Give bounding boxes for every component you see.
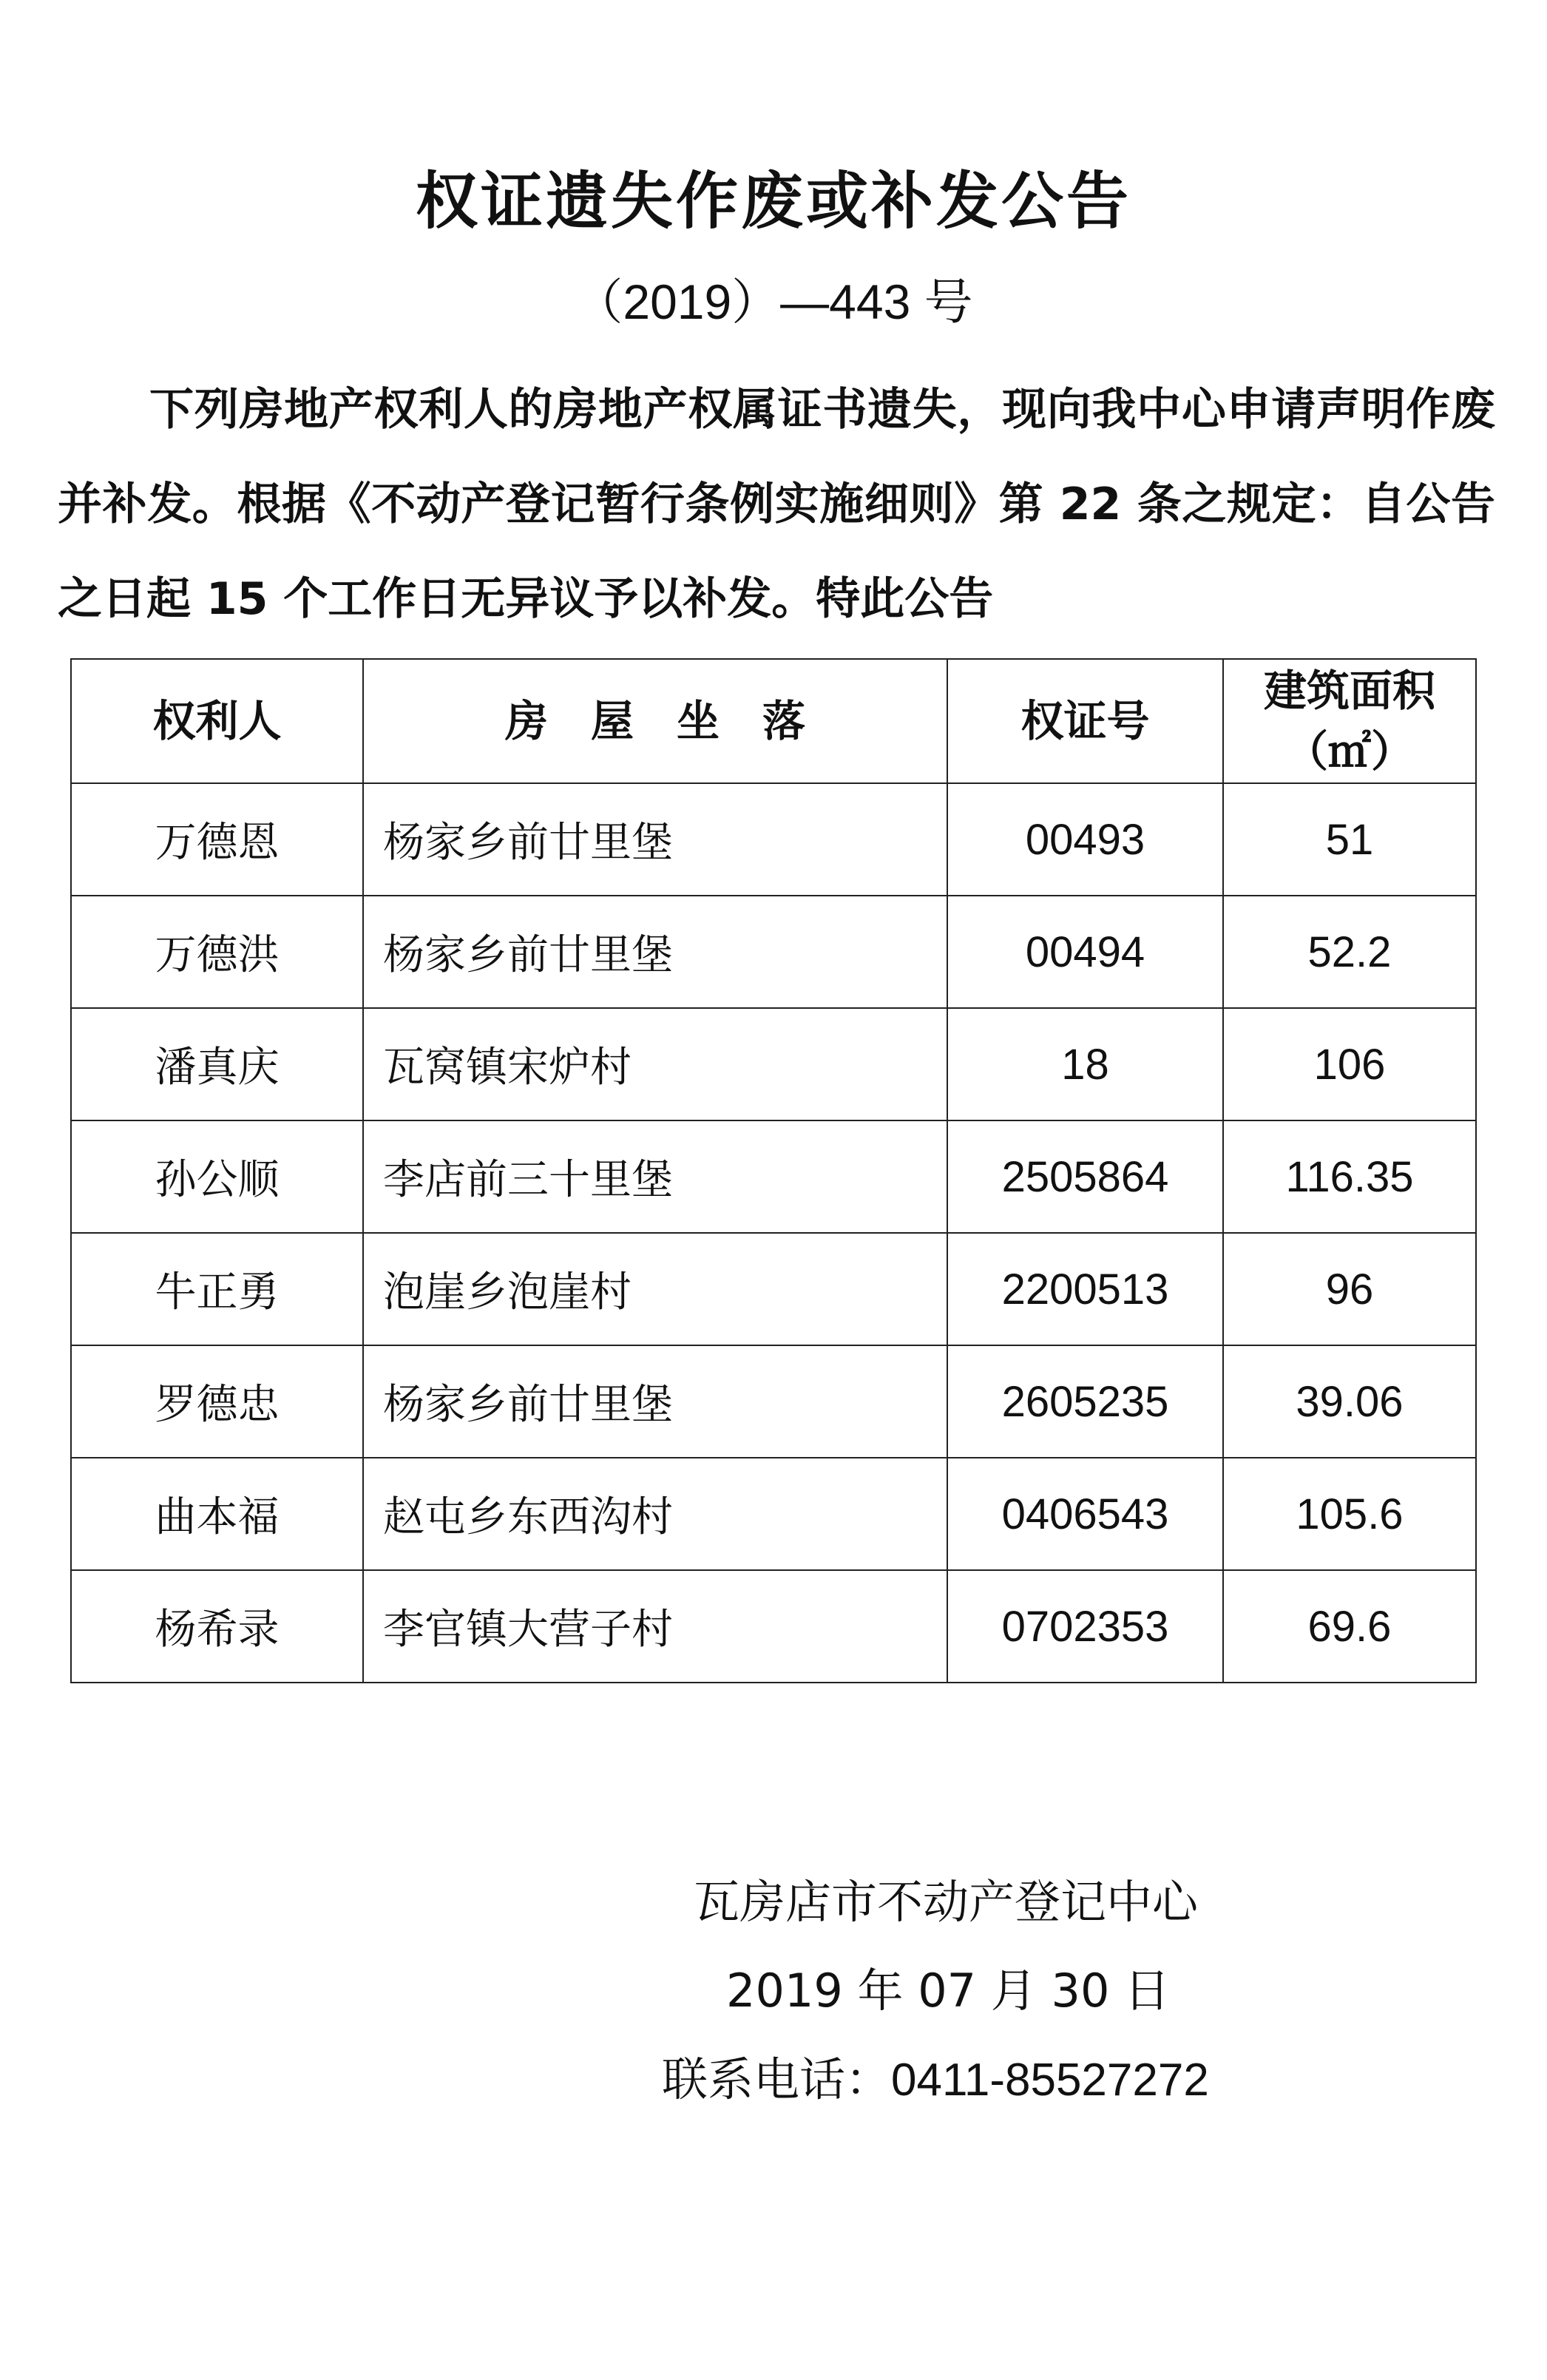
owner-cell: 孙公顺 bbox=[71, 1120, 363, 1233]
owner-cell: 罗德忠 bbox=[71, 1345, 363, 1458]
cert-number-cell: 00494 bbox=[947, 896, 1223, 1008]
contact-phone bbox=[0, 2043, 1547, 2109]
owner-cell: 杨希录 bbox=[71, 1570, 363, 1683]
location-cell: 杨家乡前廿里堡 bbox=[363, 1345, 947, 1458]
cert-number-cell: 00493 bbox=[947, 783, 1223, 896]
location-cell: 赵屯乡东西沟村 bbox=[363, 1458, 947, 1570]
owner-cell: 牛正勇 bbox=[71, 1233, 363, 1345]
area-cell: 96 bbox=[1223, 1233, 1476, 1345]
cert-number-cell: 2505864 bbox=[947, 1120, 1223, 1233]
document-number: （2019）—443 号 bbox=[574, 274, 973, 329]
location-cell: 瓦窝镇宋炉村 bbox=[363, 1008, 947, 1120]
owner-cell: 潘真庆 bbox=[71, 1008, 363, 1120]
lost-certificate-table bbox=[70, 658, 1477, 1683]
area-cell: 69.6 bbox=[1223, 1570, 1476, 1683]
header-cert-number: 权证号 bbox=[947, 659, 1223, 783]
header-area-unit: （㎡） bbox=[1284, 726, 1414, 777]
location-cell: 杨家乡前廿里堡 bbox=[363, 783, 947, 896]
owner-cell: 曲本福 bbox=[71, 1458, 363, 1570]
area-cell: 106 bbox=[1223, 1008, 1476, 1120]
header-area bbox=[1223, 659, 1476, 783]
header-owner: 权利人 bbox=[71, 659, 363, 783]
location-cell: 李官镇大营子村 bbox=[363, 1570, 947, 1683]
table-row bbox=[71, 783, 1476, 896]
issuing-organization: 瓦房店市不动产登记中心 bbox=[694, 1875, 1199, 1929]
contact-phone-number: 0411-85527272 bbox=[891, 2055, 1209, 2106]
cert-number-cell: 18 bbox=[947, 1008, 1223, 1120]
location-cell: 泡崖乡泡崖村 bbox=[363, 1233, 947, 1345]
header-area-label: 建筑面积 bbox=[1263, 666, 1435, 716]
owner-cell: 万德恩 bbox=[71, 783, 363, 896]
table-row bbox=[71, 1008, 1476, 1120]
table-header-row bbox=[71, 659, 1476, 783]
issue-date: 2019 年 07 月 30 日 bbox=[726, 1964, 1171, 2018]
cert-number-cell: 0702353 bbox=[947, 1570, 1223, 1683]
table-row bbox=[71, 1120, 1476, 1233]
notice-body: 下列房地产权利人的房地产权属证书遗失，现向我中心申请声明作废并补发。根据《不动产登记暂行条例实施细则》第 22 条之规定：自公告之日起 15 个工作日无异议予以补发。特此公告 bbox=[58, 384, 1495, 625]
cert-number-cell: 2200513 bbox=[947, 1233, 1223, 1345]
cert-number-cell: 2605235 bbox=[947, 1345, 1223, 1458]
table-row bbox=[71, 1458, 1476, 1570]
table-row bbox=[71, 1345, 1476, 1458]
header-location: 房 屋 坐 落 bbox=[363, 659, 947, 783]
cert-number-cell: 0406543 bbox=[947, 1458, 1223, 1570]
location-cell: 李店前三十里堡 bbox=[363, 1120, 947, 1233]
table-row bbox=[71, 896, 1476, 1008]
notice-title: 权证遗失作废或补发公告 bbox=[415, 165, 1131, 237]
area-cell: 51 bbox=[1223, 783, 1476, 896]
table-row bbox=[71, 1570, 1476, 1683]
location-cell: 杨家乡前廿里堡 bbox=[363, 896, 947, 1008]
table-row bbox=[71, 1233, 1476, 1345]
owner-cell: 万德洪 bbox=[71, 896, 363, 1008]
area-cell: 39.06 bbox=[1223, 1345, 1476, 1458]
area-cell: 52.2 bbox=[1223, 896, 1476, 1008]
contact-phone-label: 联系电话： bbox=[662, 2052, 892, 2106]
area-cell: 105.6 bbox=[1223, 1458, 1476, 1570]
area-cell: 116.35 bbox=[1223, 1120, 1476, 1233]
